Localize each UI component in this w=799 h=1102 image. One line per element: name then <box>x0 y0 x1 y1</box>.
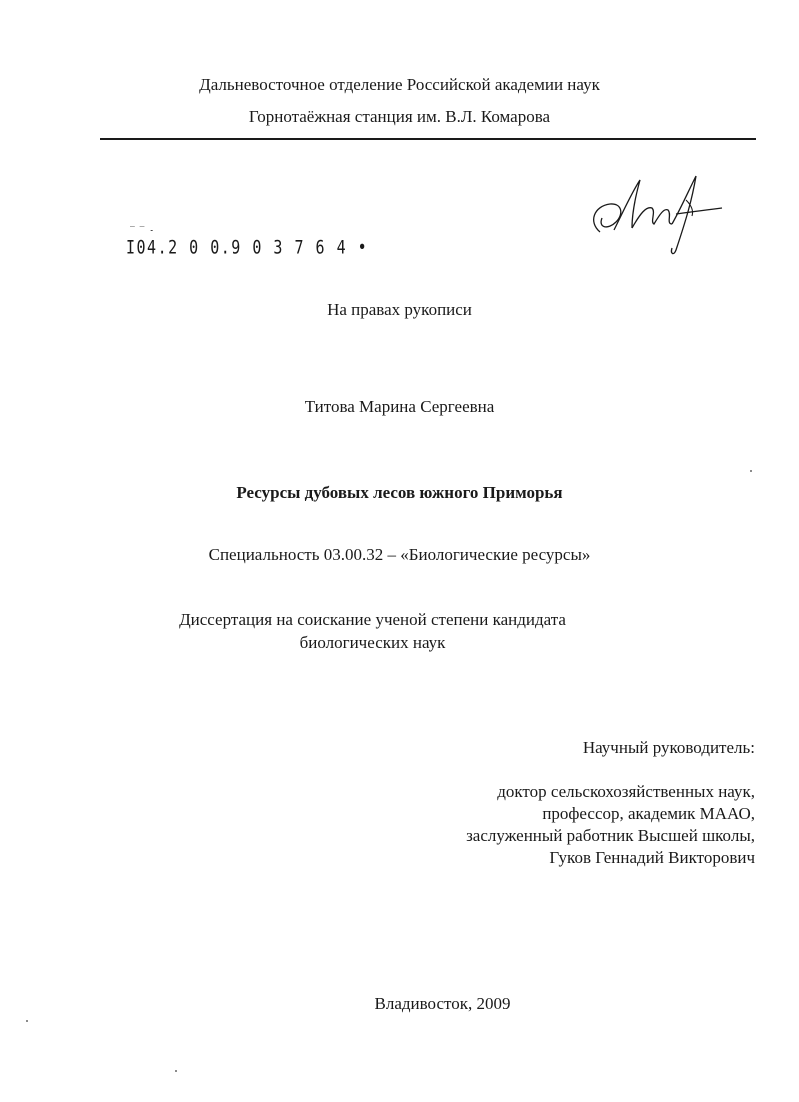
registry-number-text: I04.2 0 0.9 0 3 7 6 4 • <box>126 236 369 259</box>
registry-tick-marks: ‾ ‾ - <box>130 224 155 236</box>
author-name: Титова Марина Сергеевна <box>304 397 495 416</box>
supervisor-honor: заслуженный работник Высшей школы, <box>466 826 755 845</box>
dissertation-type-line1: Диссертация на соискание ученой степени кандидата <box>179 610 566 629</box>
scan-speck <box>175 1070 177 1072</box>
supervisor-title: профессор, академик МААО, <box>542 804 755 823</box>
dissertation-title: Ресурсы дубовых лесов южного Приморья <box>236 483 563 502</box>
manuscript-note: На правах рукописи <box>327 300 472 319</box>
supervisor-heading: Научный руководитель: <box>582 738 755 757</box>
registry-number <box>126 224 369 259</box>
header-divider <box>100 138 756 140</box>
city-year: Владивосток, 2009 <box>374 994 511 1013</box>
signature-image <box>580 170 730 260</box>
organization-name: Дальневосточное отделение Российской академии наук <box>199 75 600 94</box>
signature-stroke <box>594 204 621 232</box>
station-name: Горнотаёжная станция им. В.Л. Комарова <box>248 107 551 126</box>
dissertation-type-line2: биологических наук <box>299 633 446 652</box>
scan-speck <box>750 470 752 472</box>
supervisor-name: Гуков Геннадий Викторович <box>549 848 755 867</box>
signature-stroke <box>676 208 722 214</box>
signature-stroke <box>632 208 672 228</box>
specialty-line: Специальность 03.00.32 – «Биологические ресурсы» <box>208 545 591 564</box>
supervisor-degree: доктор сельскохозяйственных наук, <box>497 782 755 801</box>
scan-speck <box>26 1020 28 1022</box>
